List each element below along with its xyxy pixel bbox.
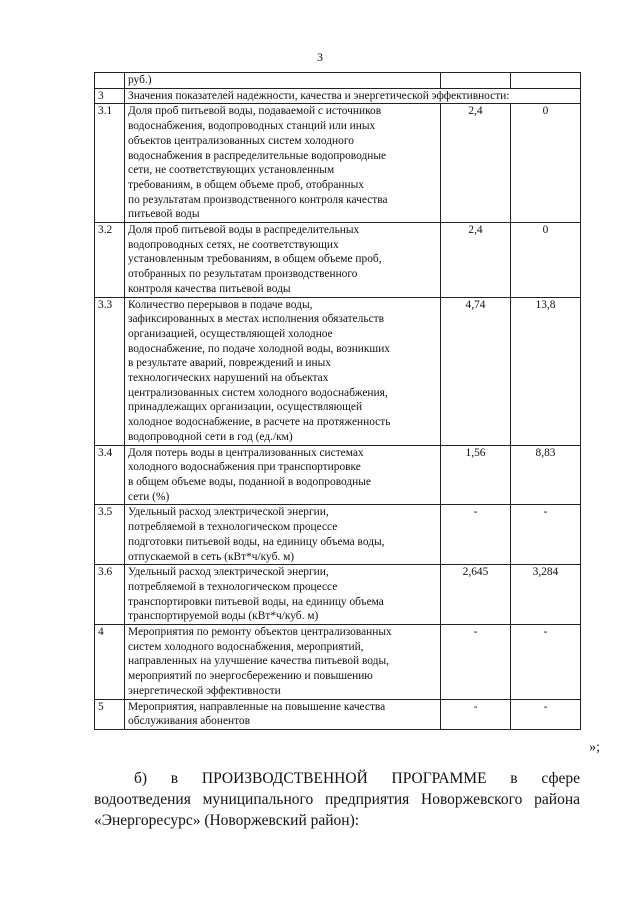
page-number: 3 bbox=[317, 50, 323, 64]
indicator-description bbox=[125, 88, 581, 104]
description-line: технологических нарушений на объектах bbox=[128, 372, 329, 385]
description-line: зафиксированных в местах исполнения обязательств bbox=[128, 313, 384, 326]
indicator-description bbox=[125, 625, 441, 700]
paragraph-text: б) в ПРОИЗВОДСТВЕННОЙ ПРОГРАММЕ в сфере водоотведения муниципального предприятия Новоржевского района «Энергоресурс» (Новоржевский район): bbox=[94, 770, 580, 829]
value-plan: 4,74 bbox=[441, 297, 511, 445]
description-line: Удельный расход электрической энергии, bbox=[128, 506, 329, 519]
description-line: холодное водоснабжение, в расчете на протяженность bbox=[128, 416, 391, 429]
row-number: 3 bbox=[95, 88, 125, 104]
value-plan: - bbox=[441, 505, 511, 565]
indicator-description bbox=[125, 223, 441, 298]
value-actual: 13,8 bbox=[511, 297, 581, 445]
description-line: энергетической эффективности bbox=[128, 684, 281, 697]
description-line: мероприятий по энергосбережению и повышению bbox=[128, 670, 373, 683]
description-line: в общем объеме воды, поданной в водопроводные bbox=[128, 475, 371, 488]
description-line: водоснабжения в распределительные водопроводные bbox=[128, 149, 387, 162]
table-body bbox=[95, 73, 581, 730]
description-line: подготовки питьевой воды, на единицу объема воды, bbox=[128, 535, 385, 548]
value-actual: 8,83 bbox=[511, 445, 581, 505]
indicator-description bbox=[125, 73, 441, 89]
description-line: обслуживания абонентов bbox=[128, 715, 250, 728]
description-line: требованиям, в общем объеме проб, отобранных bbox=[128, 178, 364, 191]
description-line: водоснабжение, по подаче холодной воды, возникших bbox=[128, 342, 390, 355]
description-line: систем холодного водоснабжения, мероприятий, bbox=[128, 640, 364, 653]
description-line: сети (%) bbox=[128, 490, 170, 503]
description-line: принадлежащих организации, осуществляющей bbox=[128, 401, 363, 414]
table-row bbox=[95, 297, 581, 445]
table-row bbox=[95, 223, 581, 298]
row-number: 3.4 bbox=[95, 445, 125, 505]
value-actual: - bbox=[511, 699, 581, 729]
value-actual: 3,284 bbox=[511, 565, 581, 625]
table-row bbox=[95, 505, 581, 565]
description-line: Удельный расход электрической энергии, bbox=[128, 566, 329, 579]
row-number: 5 bbox=[95, 699, 125, 729]
description-line: Значения показателей надежности, качества и энергетической эффективности: bbox=[128, 89, 510, 102]
closing-quote-mark: »; bbox=[589, 740, 600, 755]
description-line: водоснабжения, водопроводных станций или иных bbox=[128, 120, 376, 133]
description-line: по результатам производственного контроля качества bbox=[128, 193, 388, 206]
row-number: 3.1 bbox=[95, 104, 125, 223]
value-plan: 1,56 bbox=[441, 445, 511, 505]
indicator-description bbox=[125, 565, 441, 625]
description-line: организацией, осуществляющей холодное bbox=[128, 327, 333, 340]
row-number: 3.3 bbox=[95, 297, 125, 445]
value-actual: 0 bbox=[511, 223, 581, 298]
description-line: руб.) bbox=[128, 74, 152, 86]
value-plan: - bbox=[441, 699, 511, 729]
paragraph-block bbox=[94, 768, 580, 831]
description-line: потребляемой в технологическом процессе bbox=[128, 521, 338, 534]
description-line: Доля проб питьевой воды в распределительных bbox=[128, 224, 360, 237]
description-line: объектов централизованных систем холодного bbox=[128, 134, 354, 147]
row-number: 4 bbox=[95, 625, 125, 700]
indicator-description bbox=[125, 505, 441, 565]
description-line: контроля качества питьевой воды bbox=[128, 282, 291, 295]
description-line: сети, не соответствующих установленным bbox=[128, 164, 335, 177]
description-line: централизованных систем холодного водоснабжения, bbox=[128, 386, 388, 399]
description-line: Мероприятия по ремонту объектов централизованных bbox=[128, 626, 392, 639]
value-actual bbox=[511, 73, 581, 89]
value-actual: - bbox=[511, 505, 581, 565]
row-number: 3.5 bbox=[95, 505, 125, 565]
value-actual: 0 bbox=[511, 104, 581, 223]
table-row bbox=[95, 445, 581, 505]
indicator-description bbox=[125, 104, 441, 223]
description-line: направленных на улучшение качества питьевой воды, bbox=[128, 655, 389, 668]
description-line: транспортировки питьевой воды, на единицу объема bbox=[128, 595, 384, 608]
description-line: установленным требованиям, в общем объеме проб, bbox=[128, 253, 382, 266]
value-plan: 2,645 bbox=[441, 565, 511, 625]
description-line: отобранных по результатам производственного bbox=[128, 268, 358, 281]
row-number: 3.2 bbox=[95, 223, 125, 298]
table-row bbox=[95, 625, 581, 700]
description-line: холодного водоснабжения при транспортировке bbox=[128, 461, 361, 474]
indicator-description bbox=[125, 699, 441, 729]
table-row bbox=[95, 73, 581, 89]
description-line: Количество перерывов в подаче воды, bbox=[128, 298, 313, 311]
description-line: питьевой воды bbox=[128, 208, 200, 221]
table-row bbox=[95, 699, 581, 729]
row-number bbox=[95, 73, 125, 89]
description-line: водопроводных сетях, не соответствующих bbox=[128, 238, 339, 251]
description-line: потребляемой в технологическом процессе bbox=[128, 580, 338, 593]
description-line: отпускаемой в сеть (кВт*ч/куб. м) bbox=[128, 550, 295, 563]
value-plan bbox=[441, 73, 511, 89]
description-line: в результате аварий, повреждений и иных bbox=[128, 357, 331, 370]
value-plan: 2,4 bbox=[441, 223, 511, 298]
row-number: 3.6 bbox=[95, 565, 125, 625]
description-line: Мероприятия, направленные на повышение качества bbox=[128, 700, 386, 713]
value-plan: 2,4 bbox=[441, 104, 511, 223]
table-row bbox=[95, 565, 581, 625]
description-line: Доля потерь воды в централизованных системах bbox=[128, 446, 364, 459]
indicators-table bbox=[94, 72, 581, 730]
indicator-description bbox=[125, 297, 441, 445]
indicator-description bbox=[125, 445, 441, 505]
table-row bbox=[95, 88, 581, 104]
description-line: Доля проб питьевой воды, подаваемой с источников bbox=[128, 105, 382, 118]
table-row bbox=[95, 104, 581, 223]
description-line: транспортируемой воды (кВт*ч/куб. м) bbox=[128, 610, 319, 623]
value-actual: - bbox=[511, 625, 581, 700]
value-plan: - bbox=[441, 625, 511, 700]
description-line: водопроводной сети в год (ед./км) bbox=[128, 430, 293, 443]
